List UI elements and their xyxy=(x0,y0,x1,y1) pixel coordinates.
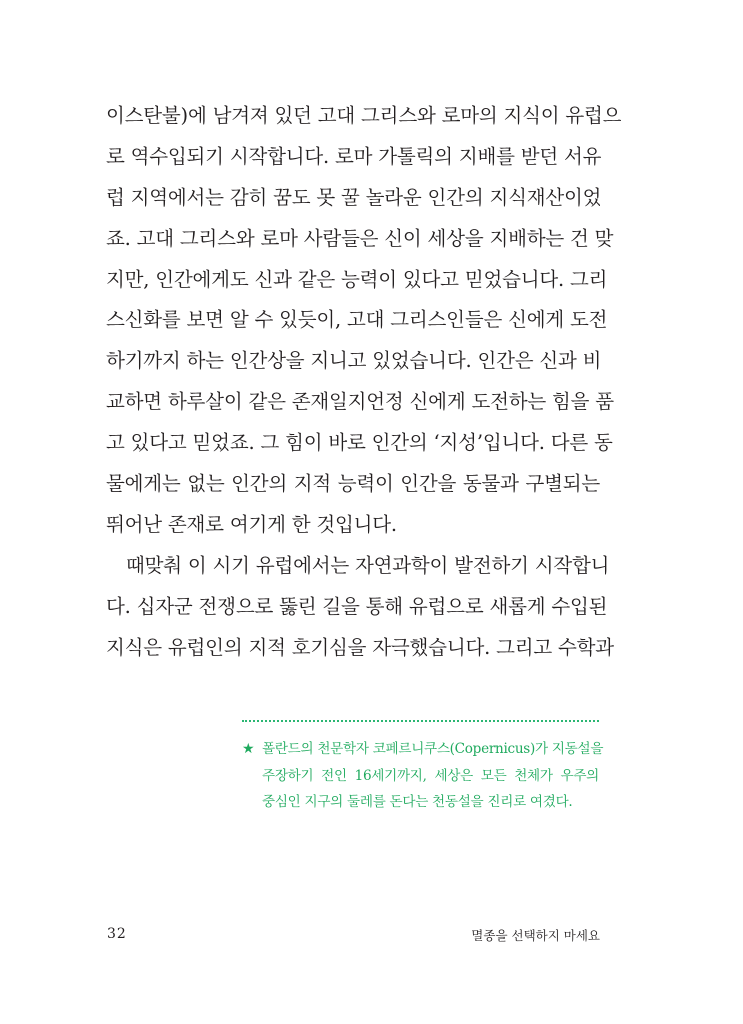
body-line: 로 역수입되기 시작합니다. 로마 가톨릭의 지배를 받던 서유 xyxy=(106,144,602,168)
footnote-line: 폴란드의 천문학자 코페르니쿠스(Copernicus)가 지동설을 xyxy=(262,741,604,757)
body-line: 교하면 하루살이 같은 존재일지언정 신에게 도전하는 힘을 품 xyxy=(106,390,614,414)
body-line: 하기까지 하는 인간상을 지니고 있었습니다. 인간은 신과 비 xyxy=(106,349,602,373)
body-text xyxy=(106,96,622,668)
footnote-divider xyxy=(242,720,599,722)
page-number: 32 xyxy=(107,926,127,942)
footnote-line: 주장하기 전인 16세기까지, 세상은 모든 천체가 우주의 xyxy=(262,767,599,784)
body-line: 물에게는 없는 인간의 지적 능력이 인간을 동물과 구별되는 xyxy=(106,472,600,496)
body-line: 지식은 유럽인의 지적 호기심을 자극했습니다. 그리고 수학과 xyxy=(106,635,614,659)
star-icon: ★ xyxy=(242,741,255,757)
body-line: 이스탄불)에 남겨져 있던 고대 그리스와 로마의 지식이 유럽으 xyxy=(106,104,622,127)
paragraph-start-line: 때맞춰 이 시기 유럽에서는 자연과학이 발전하기 시작합니 xyxy=(126,553,610,577)
body-line: 고 있다고 믿었죠. 그 힘이 바로 인간의 ‘지성’입니다. 다른 동 xyxy=(106,431,613,455)
body-line: 럽 지역에서는 감히 꿈도 못 꿀 놀라운 인간의 지식재산이었 xyxy=(106,185,602,209)
footnote-line: 중심인 지구의 둘레를 돈다는 천동설을 진리로 여겼다. xyxy=(262,794,573,810)
paragraph-end-line: 뛰어난 존재로 여기게 한 것입니다. xyxy=(106,512,397,536)
body-line: 죠. 고대 그리스와 로마 사람들은 신이 세상을 지배하는 건 맞 xyxy=(106,226,614,250)
body-line: 지만, 인간에게도 신과 같은 능력이 있다고 믿었습니다. 그리 xyxy=(106,267,608,291)
body-line: 스신화를 보면 알 수 있듯이, 고대 그리스인들은 신에게 도전 xyxy=(106,308,608,332)
footnote-text xyxy=(262,736,604,816)
running-title: 멸종을 선택하지 마세요 xyxy=(471,928,600,943)
body-line: 다. 십자군 전쟁으로 뚫린 길을 통해 유럽으로 새롭게 수입된 xyxy=(106,594,608,618)
